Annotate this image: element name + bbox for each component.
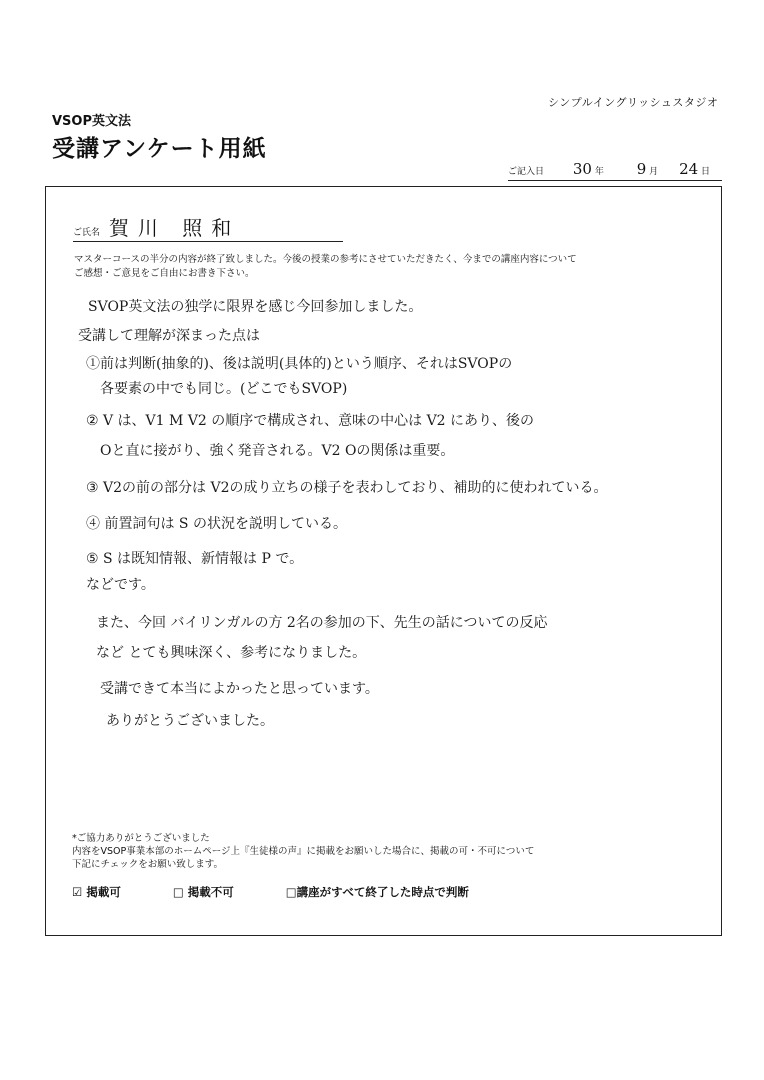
response-line: 受講できて本当によかったと思っています。: [100, 681, 379, 697]
course-subtitle: VSOP英文法: [52, 114, 132, 129]
instructions-line-1: マスターコースの半分の内容が終了致しました。今後の授業の参考にさせていただきたく、今までの講座内容について: [74, 254, 577, 265]
option-decide-later[interactable]: □講座がすべて終了した時点で判断: [285, 885, 469, 899]
date-label: ご記入日: [508, 167, 545, 177]
response-line: SVOP英文法の独学に限界を感じ今回参加しました。: [88, 299, 423, 315]
instructions-line-2: ご感想・ご意見をご自由にお書き下さい。: [74, 268, 255, 279]
instructions: [74, 253, 577, 281]
date-year-unit: 年: [594, 167, 604, 177]
option-publish-ng[interactable]: □ 掲載不可: [172, 885, 234, 899]
footer-line-2: 下記にチェックをお願い致します。: [72, 859, 223, 870]
form-title: 受講アンケート用紙: [52, 136, 267, 162]
name-field: [73, 212, 343, 242]
date-year: 30: [572, 160, 592, 178]
studio-name: シンプルイングリッシュスタジオ: [548, 96, 719, 109]
footer-line-1: 内容をVSOP事業本部のホームページ上『生徒様の声』に掲載をお願いした場合に、掲載の可・不可について: [72, 846, 535, 857]
name-label: ご氏名: [73, 228, 101, 238]
response-line: ありがとうございました。: [106, 713, 274, 729]
date-day: 24: [679, 160, 699, 178]
publish-options: [72, 884, 517, 900]
response-line: Oと直に接がり、強く発音される。V2 Oの関係は重要。: [86, 443, 455, 459]
response-line: などです。: [86, 577, 155, 593]
response-line: ② V は、V1 M V2 の順序で構成され、意味の中心は V2 にあり、後の: [86, 413, 535, 429]
response-line: ①前は判断(抽象的)、後は説明(具体的)という順序、それはSVOPの: [86, 356, 513, 372]
name-value: 賀川 照和: [108, 216, 241, 240]
response-line: ⑤ S は既知情報、新情報は P で。: [86, 551, 304, 567]
footer-thanks: *ご協力ありがとうございました: [72, 833, 210, 844]
date-month: 9: [636, 160, 647, 178]
option-publish-ok[interactable]: ☑ 掲載可: [72, 885, 121, 899]
response-line: 受講して理解が深まった点は: [78, 328, 260, 344]
response-line: 各要素の中でも同じ。(どこでもSVOP): [86, 381, 348, 397]
date-field: [508, 160, 722, 181]
response-line: ③ V2の前の部分は V2の成り立ちの様子を表わしており、補助的に使われている。: [86, 480, 608, 496]
response-line: など とても興味深く、参考になりました。: [96, 645, 367, 661]
footer-note: [72, 832, 534, 871]
response-line: また、今回 バイリンガルの方 2名の参加の下、先生の話についての反応: [96, 615, 548, 631]
date-day-unit: 日: [701, 167, 711, 177]
response-line: ④ 前置詞句は S の状況を説明している。: [86, 516, 347, 532]
date-month-unit: 月: [649, 167, 659, 177]
